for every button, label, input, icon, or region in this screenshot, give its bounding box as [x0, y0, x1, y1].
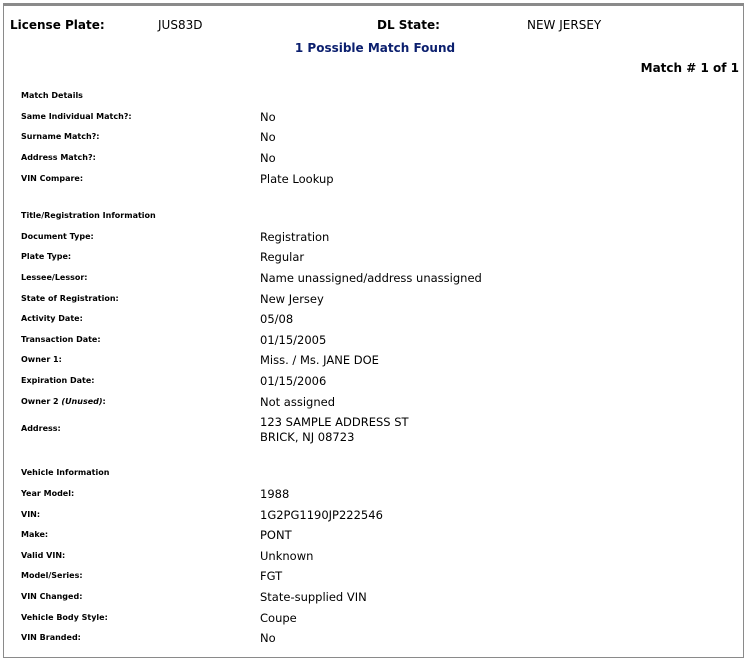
- model-series-label: Model/Series:: [21, 571, 83, 580]
- state-of-registration-label: State of Registration:: [21, 294, 119, 303]
- surname-match-value: No: [260, 130, 276, 144]
- same-individual-value: No: [260, 110, 276, 124]
- address-value: [260, 415, 409, 445]
- year-model-value: 1988: [260, 487, 290, 501]
- transaction-date-value: 01/15/2005: [260, 333, 327, 347]
- vin-value: 1G2PG1190JP222546: [260, 508, 383, 522]
- title-registration-heading: Title/Registration Information: [21, 211, 156, 220]
- owner-1-label: Owner 1:: [21, 355, 62, 364]
- expiration-date-value: 01/15/2006: [260, 374, 327, 388]
- license-plate-value: JUS83D: [158, 18, 203, 32]
- owner-2-label-colon: :: [102, 397, 106, 406]
- body-style-value: Coupe: [260, 611, 297, 625]
- model-series-value: FGT: [260, 569, 283, 583]
- transaction-date-label: Transaction Date:: [21, 335, 101, 344]
- valid-vin-value: Unknown: [260, 549, 314, 563]
- expiration-date-label: Expiration Date:: [21, 376, 95, 385]
- address-match-value: No: [260, 151, 276, 165]
- state-of-registration-value: New Jersey: [260, 292, 324, 306]
- owner-2-label: [21, 397, 106, 406]
- match-number: Match # 1 of 1: [640, 61, 739, 75]
- make-value: PONT: [260, 528, 292, 542]
- owner-1-value: Miss. / Ms. JANE DOE: [260, 353, 379, 367]
- owner-2-value: Not assigned: [260, 395, 335, 409]
- plate-type-label: Plate Type:: [21, 252, 72, 261]
- vin-label: VIN:: [21, 510, 41, 519]
- valid-vin-label: Valid VIN:: [21, 551, 66, 560]
- lessee-lessor-label: Lessee/Lessor:: [21, 273, 88, 282]
- vin-compare-value: Plate Lookup: [260, 172, 334, 186]
- license-plate-label: License Plate:: [10, 18, 105, 32]
- address-line-2: BRICK, NJ 08723: [260, 430, 355, 444]
- make-label: Make:: [21, 530, 49, 539]
- document-type-value: Registration: [260, 230, 330, 244]
- address-match-label: Address Match?:: [21, 153, 96, 162]
- dl-state-label: DL State:: [377, 18, 440, 32]
- surname-match-label: Surname Match?:: [21, 132, 100, 141]
- address-line-1: 123 SAMPLE ADDRESS ST: [260, 415, 409, 429]
- owner-2-label-note: (Unused): [61, 397, 103, 406]
- plate-type-value: Regular: [260, 250, 305, 264]
- activity-date-label: Activity Date:: [21, 314, 83, 323]
- vin-compare-label: VIN Compare:: [21, 174, 84, 183]
- match-found-title: 1 Possible Match Found: [294, 41, 456, 55]
- address-label: Address:: [21, 424, 61, 433]
- same-individual-label: Same Individual Match?:: [21, 112, 132, 121]
- document-type-label: Document Type:: [21, 232, 94, 241]
- vin-branded-label: VIN Branded:: [21, 633, 81, 642]
- owner-2-label-main: Owner 2: [21, 397, 62, 406]
- body-style-label: Vehicle Body Style:: [21, 613, 108, 622]
- activity-date-value: 05/08: [260, 312, 294, 326]
- year-model-label: Year Model:: [21, 489, 75, 498]
- vin-changed-label: VIN Changed:: [21, 592, 83, 601]
- vehicle-info-heading: Vehicle Information: [21, 468, 110, 477]
- match-details-heading: Match Details: [21, 91, 83, 100]
- lessee-lessor-value: Name unassigned/address unassigned: [260, 271, 482, 285]
- report-frame: [3, 3, 744, 658]
- vin-changed-value: State-supplied VIN: [260, 590, 367, 604]
- vin-branded-value: No: [260, 631, 276, 645]
- dl-state-value: NEW JERSEY: [527, 18, 602, 32]
